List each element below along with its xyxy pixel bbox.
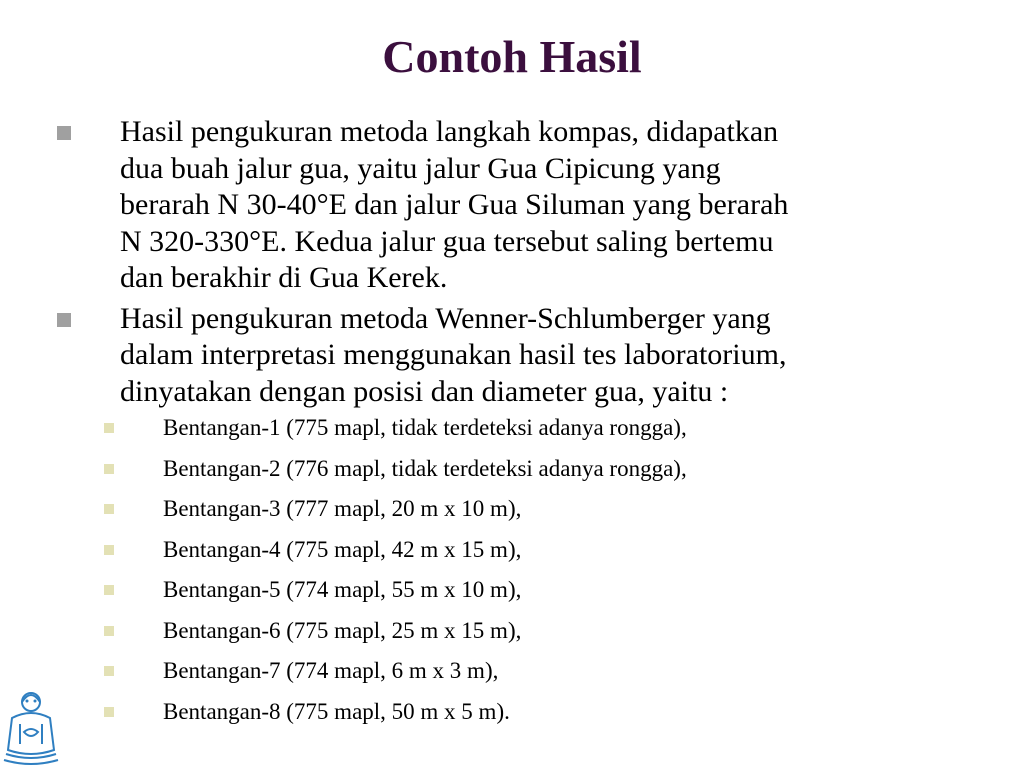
sub-square-bullet-icon (104, 707, 114, 717)
sub-bullet-item (0, 617, 1024, 658)
bullet-item (0, 114, 1024, 297)
bullet-item (0, 301, 1024, 411)
sub-bullet-text: Bentangan-1 (775 mapl, tidak terdeteksi adanya rongga), (163, 415, 687, 440)
sub-bullet-text: Bentangan-6 (775 mapl, 25 m x 15 m), (163, 617, 522, 643)
sub-square-bullet-icon (104, 504, 114, 514)
sub-bullet-item (0, 576, 1024, 617)
sub-bullet-text: Bentangan-8 (775 mapl, 50 m x 5 m). (163, 698, 510, 724)
sub-square-bullet-icon (104, 545, 114, 555)
sub-square-bullet-icon (104, 423, 114, 433)
bullet-line: dua buah jalur gua, yaitu jalur Gua Cipicung yang (120, 151, 721, 185)
sub-bullet-text: Bentangan-5 (774 mapl, 55 m x 10 m), (163, 577, 522, 602)
bullet-line: dalam interpretasi menggunakan hasil tes laboratorium, (120, 338, 787, 371)
bullet-line: Hasil pengukuran metoda Wenner-Schlumberger yang (120, 301, 771, 335)
bullet-line: dinyatakan dengan posisi dan diameter gua, yaitu : (120, 374, 729, 408)
bullet-line: N 320-330°E. Kedua jalur gua tersebut saling bertemu (120, 224, 774, 258)
sub-bullet-text: Bentangan-3 (777 mapl, 20 m x 10 m), (163, 496, 522, 521)
slide-title: Contoh Hasil (382, 31, 642, 82)
bullet-line: dan berakhir di Gua Kerek. (120, 261, 448, 294)
sub-square-bullet-icon (104, 626, 114, 636)
sub-square-bullet-icon (104, 464, 114, 474)
sub-bullet-text: Bentangan-2 (776 mapl, tidak terdeteksi adanya rongga), (163, 455, 687, 481)
sub-bullet-item (0, 698, 1024, 739)
sub-square-bullet-icon (104, 585, 114, 595)
institution-logo-icon (0, 684, 62, 768)
sub-bullet-item (0, 414, 1024, 455)
square-bullet-icon (57, 313, 71, 327)
bullet-line: Hasil pengukuran metoda langkah kompas, didapatkan (120, 115, 779, 148)
sub-square-bullet-icon (104, 666, 114, 676)
sub-bullet-item (0, 657, 1024, 698)
sub-bullet-item (0, 455, 1024, 496)
sub-bullet-item (0, 495, 1024, 536)
sub-bullet-text: Bentangan-7 (774 mapl, 6 m x 3 m), (163, 658, 499, 683)
sub-bullet-item (0, 536, 1024, 577)
sub-bullet-list (0, 414, 1024, 738)
sub-bullet-text: Bentangan-4 (775 mapl, 42 m x 15 m), (163, 536, 522, 562)
bullet-list (0, 114, 1024, 738)
bullet-line: berarah N 30-40°E dan jalur Gua Siluman yang berarah (120, 188, 789, 221)
square-bullet-icon (57, 126, 71, 140)
